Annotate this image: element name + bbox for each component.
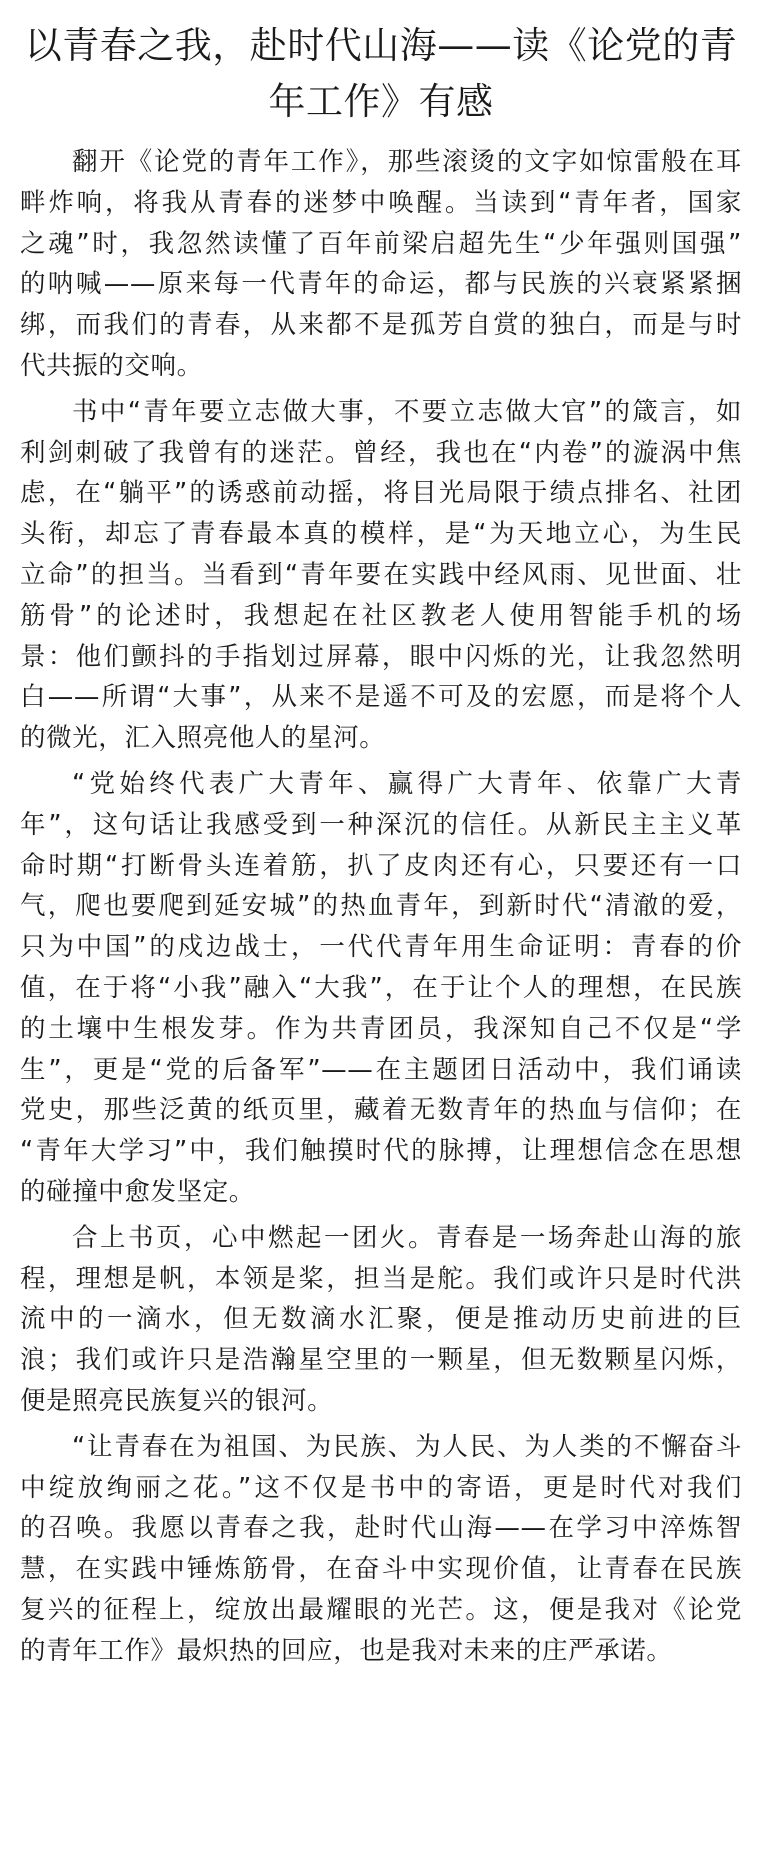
paragraph-3 (20, 764, 742, 1213)
text-line: 合上书页，心中燃起一团火。青春是一场奔赴山海的旅 (72, 1222, 742, 1253)
text-line: 中绽放绚丽之花。”这不仅是书中的寄语，更是时代对我们 (20, 1472, 742, 1503)
text-line: 筋骨”的论述时，我想起在社区教老人使用智能手机的场 (20, 600, 742, 631)
title-line: 以青春之我，赴时代山海——读《论党的青 (24, 24, 738, 67)
text-line: “青年大学习”中，我们触摸时代的脉搏，让理想信念在思想 (20, 1136, 742, 1167)
text-line: 的碰撞中愈发坚定。 (20, 1176, 255, 1207)
text-line: 便是照亮民族复兴的银河。 (20, 1385, 334, 1416)
text-line: 浪；我们或许只是浩瀚星空里的一颗星，但无数颗星闪烁， (20, 1345, 742, 1376)
text-line: 白——所谓“大事”，从来不是遥不可及的宏愿，而是将个人 (20, 682, 742, 713)
article-body (20, 142, 742, 1671)
text-line: 翻开《论党的青年工作》，那些滚烫的文字如惊雷般在耳 (72, 147, 742, 177)
text-line: 党史，那些泛黄的纸页里，藏着无数青年的热血与信仰；在 (20, 1095, 742, 1126)
text-line: 虑，在“躺平”的诱惑前动摇，将目光局限于绩点排名、社团 (20, 478, 742, 509)
text-line: 景：他们颤抖的手指划过屏幕，眼中闪烁的光，让我忽然明 (20, 641, 742, 672)
text-line: 气，爬也要爬到延安城”的热血青年，到新时代“清澈的爱， (20, 891, 742, 922)
text-line: 绑，而我们的青春，从来都不是孤芳自赏的独白，而是与时 (20, 310, 742, 341)
text-line: 流中的一滴水，但无数滴水汇聚，便是推动历史前进的巨 (20, 1304, 742, 1335)
text-line: 利剑刺破了我曾有的迷茫。曾经，我也在“内卷”的漩涡中焦 (20, 437, 742, 468)
text-line: 只为中国”的戍边战士，一代代青年用生命证明：青春的价 (20, 932, 742, 963)
text-line: 之魂”时，我忽然读懂了百年前梁启超先生“少年强则国强” (20, 228, 742, 259)
article-title (20, 18, 742, 130)
title-line: 年工作》有感 (268, 80, 494, 123)
text-line: 书中“青年要立志做大事，不要立志做大官”的箴言，如 (72, 396, 742, 427)
text-line: “让青春在为祖国、为民族、为人民、为人类的不懈奋斗 (72, 1431, 742, 1462)
text-line: 代共振的交响。 (20, 350, 203, 381)
text-line: 立命”的担当。当看到“青年要在实践中经风雨、见世面、壮 (20, 559, 742, 590)
text-line: 程，理想是帆，本领是桨，担当是舵。我们或许只是时代洪 (20, 1263, 742, 1294)
text-line: 命时期“打断骨头连着筋，扒了皮肉还有心，只要还有一口 (20, 850, 742, 881)
text-line: 的土壤中生根发芽。作为共青团员，我深知自己不仅是“学 (20, 1013, 742, 1044)
text-line: 头衔，却忘了青春最本真的模样，是“为天地立心，为生民 (20, 519, 742, 550)
text-line: 复兴的征程上，绽放出最耀眼的光芒。这，便是我对《论党 (20, 1594, 742, 1625)
text-line: 生”，更是“党的后备军”——在主题团日活动中，我们诵读 (20, 1054, 742, 1085)
text-line: 的青年工作》最炽热的回应，也是我对未来的庄严承诺。 (20, 1635, 673, 1666)
text-line: 值，在于将“小我”融入“大我”，在于让个人的理想，在民族 (20, 972, 742, 1003)
text-line: 的微光，汇入照亮他人的星河。 (20, 723, 386, 754)
paragraph-1 (20, 142, 742, 387)
text-line: 年”，这句话让我感受到一种深沉的信任。从新民主主义革 (20, 809, 742, 840)
text-line: 慧，在实践中锤炼筋骨，在奋斗中实现价值，让青春在民族 (20, 1554, 742, 1585)
paragraph-4 (20, 1218, 742, 1422)
paragraph-5 (20, 1427, 742, 1672)
text-line: 畔炸响，将我从青春的迷梦中唤醒。当读到“青年者，国家 (20, 187, 742, 218)
text-line: 的呐喊——原来每一代青年的命运，都与民族的兴衰紧紧捆 (20, 269, 742, 300)
text-line: “党始终代表广大青年、赢得广大青年、依靠广大青 (72, 768, 742, 799)
paragraph-2 (20, 392, 742, 759)
text-line: 的召唤。我愿以青春之我，赴时代山海——在学习中淬炼智 (20, 1513, 742, 1544)
